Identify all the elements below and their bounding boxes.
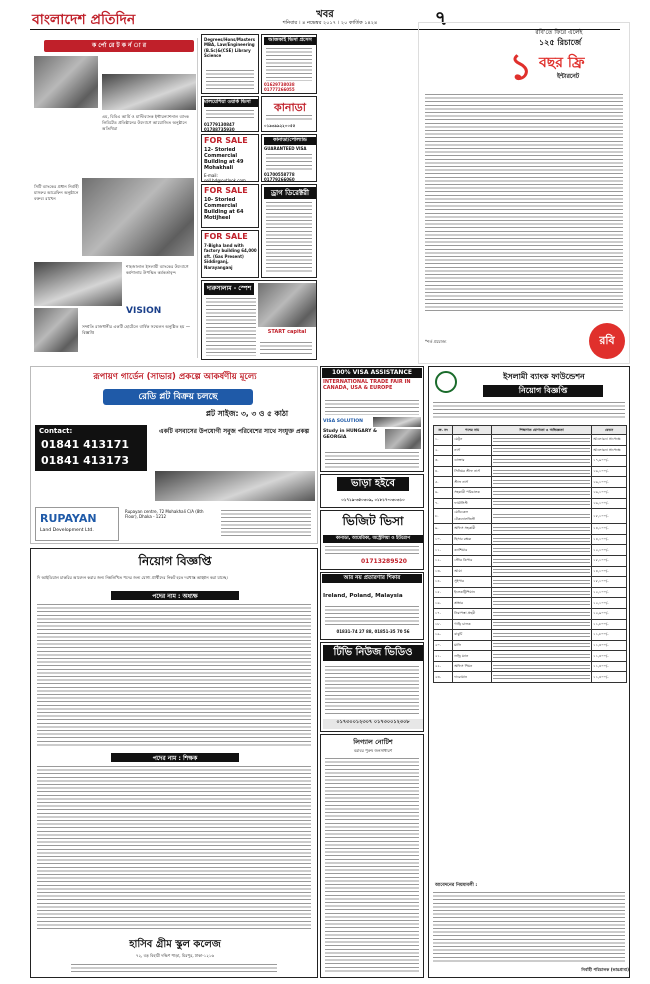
corporate-corner bbox=[30, 38, 198, 358]
robi-offer: ১২৫ রিচার্জে bbox=[538, 38, 582, 47]
ad-drug-directory[interactable]: ড্রাগ ডিরেক্টরী bbox=[261, 184, 317, 278]
table-row bbox=[434, 608, 627, 619]
row-salary: ১২,১০০/- bbox=[592, 587, 627, 598]
robi-logo[interactable] bbox=[589, 323, 625, 359]
table-row bbox=[434, 435, 627, 446]
row-requirements bbox=[491, 477, 591, 488]
ad-doctor[interactable]: দারুসালাম - স্পেশ START capital bbox=[201, 280, 317, 360]
rupayan-title: রূপায়ণ গার্ডেন (সাভার) প্রকল্পে আকর্ষণীয় মূল্যে bbox=[93, 372, 257, 382]
rupayan-phone-1[interactable]: 01841 413171 bbox=[41, 438, 130, 451]
table-row bbox=[434, 545, 627, 556]
row-requirements bbox=[491, 456, 591, 467]
table-row bbox=[434, 598, 627, 609]
table-row bbox=[434, 661, 627, 672]
row-requirements bbox=[491, 566, 591, 577]
row-salary: ১২,১০০/- bbox=[592, 598, 627, 609]
ad-visa-process[interactable]: আজকাই ভিসা প্রসেস 01629738038 01777266055 bbox=[261, 34, 317, 94]
row-salary: ১৬,১০০/- bbox=[592, 498, 627, 509]
bank-table bbox=[433, 425, 627, 683]
table-row bbox=[434, 672, 627, 683]
row-serial: ১০. bbox=[434, 534, 453, 545]
row-salary: আলোচনা সাপেক্ষে bbox=[592, 445, 627, 456]
vision-logo: VISION bbox=[126, 306, 162, 316]
row-serial: ১৫. bbox=[434, 587, 453, 598]
row-serial: ১. bbox=[434, 435, 453, 446]
rupayan-plot-size: প্লট সাইজ: ৩, ৩ ও ৫ কাঠা bbox=[205, 409, 289, 418]
row-requirements bbox=[491, 487, 591, 498]
row-salary: ১৮,১০০/- bbox=[592, 555, 627, 566]
row-serial: ২৩. bbox=[434, 672, 453, 683]
ad-sale-3[interactable]: FOR SALE 7-Bigha land with factory building 64,000 sft. (Gas Present) Siddirganj, Narayanganj bbox=[201, 230, 259, 278]
row-requirements bbox=[491, 598, 591, 609]
robi-footer: *শর্ত প্রযোজ্য bbox=[425, 339, 447, 344]
corporate-caption-4: সম্প্রতি রাজধানীর একটি হোটেলে বার্ষিক সম্মেলন অনুষ্ঠিত হয় — বিজ্ঞপ্তি bbox=[82, 324, 191, 335]
row-requirements bbox=[491, 619, 591, 630]
page-number: ৭ bbox=[434, 6, 448, 30]
row-post: অফিস পিয়ন bbox=[453, 661, 492, 672]
table-row bbox=[434, 466, 627, 477]
row-post: গাড়ি চালক bbox=[453, 619, 492, 630]
rupayan-address: Rupayan centre, 72 Mohakhali C/A (8th Floor), Dhaka - 1212 bbox=[125, 509, 204, 520]
table-row bbox=[434, 640, 627, 651]
legal-notice[interactable]: লিগ্যাল নোটিশ বরাবর পুরুষ জনসাধারণ bbox=[320, 734, 424, 978]
corporate-caption-2: সিটি ব্যাংকের প্রধান নির্বাহী মাসরুর আরেফিন অনুষ্ঠানে বক্তব্য রাখেন bbox=[34, 184, 79, 201]
row-serial: ১৯. bbox=[434, 630, 453, 641]
newspaper-logo[interactable]: বাংলাদেশ প্রতিদিন bbox=[32, 12, 136, 28]
mid-classifieds bbox=[200, 34, 318, 364]
row-salary: ১২,৯০০/- bbox=[592, 608, 627, 619]
row-salary: ১১,৪০০/- bbox=[592, 661, 627, 672]
row-serial: ৮. bbox=[434, 509, 453, 524]
row-salary: আলোচনা সাপেক্ষে bbox=[592, 435, 627, 446]
hasib-address: ৭২, বড় বিহারী দক্ষিণ পাড়া, মিরপুর, ঢাকা-১২১৬ bbox=[135, 953, 215, 958]
row-salary: ১১,৪০০/- bbox=[592, 640, 627, 651]
row-post: লন্ড্রি ম্যান bbox=[453, 651, 492, 662]
ad-canada-poland[interactable]: কানাডা/পোল্যান্ড GUARANTEED VISA 01700558778 01779266060 bbox=[261, 134, 317, 182]
row-salary: ১১,৪০০/- bbox=[592, 651, 627, 662]
table-row bbox=[434, 456, 627, 467]
robi-tagline: রবি'তে ফিরে এলেই bbox=[535, 29, 583, 36]
rupayan-ad[interactable] bbox=[30, 366, 318, 544]
row-salary: ১৭,৯০০/- bbox=[592, 456, 627, 467]
hasib-title: নিয়োগ বিজ্ঞপ্তি bbox=[138, 554, 212, 568]
row-serial: ১৩. bbox=[434, 566, 453, 577]
row-requirements bbox=[491, 651, 591, 662]
row-serial: ২২. bbox=[434, 661, 453, 672]
row-serial: ৫. bbox=[434, 477, 453, 488]
row-serial: ৯. bbox=[434, 524, 453, 535]
corporate-photo-5 bbox=[34, 308, 78, 352]
ad-tv-news[interactable]: টিভি নিউজ ভিডিও ০১৭৩০০১২৩০৭ ০১৭৩০০১২৩০৮ bbox=[320, 642, 424, 732]
row-serial: ১৬. bbox=[434, 598, 453, 609]
robi-ad[interactable] bbox=[418, 22, 630, 364]
row-salary: ১১,৮০০/- bbox=[592, 630, 627, 641]
row-post: মেডিকেল টেকনোলজিস্ট bbox=[453, 509, 492, 524]
row-requirements bbox=[491, 545, 591, 556]
row-post: স্টাফ নার্স bbox=[453, 477, 492, 488]
bank-table-wrap bbox=[433, 425, 627, 877]
row-salary: ১২,১০০/- bbox=[592, 545, 627, 556]
robi-logo-text: রবি bbox=[599, 334, 615, 347]
row-serial: ১১. bbox=[434, 545, 453, 556]
row-serial: ৪. bbox=[434, 466, 453, 477]
row-salary: ১৪,১০০/- bbox=[592, 534, 627, 545]
row-post: মেট্রন bbox=[453, 435, 492, 446]
row-post: ক্যাশিয়ার bbox=[453, 545, 492, 556]
row-serial: ১৭. bbox=[434, 608, 453, 619]
row-serial: ৭. bbox=[434, 498, 453, 509]
ad-doctor-photo bbox=[258, 283, 316, 327]
corporate-photo-4 bbox=[34, 262, 122, 306]
row-post: সুইপার bbox=[453, 577, 492, 588]
table-row bbox=[434, 577, 627, 588]
table-row bbox=[434, 630, 627, 641]
row-post: সহকারী পরিচালক bbox=[453, 487, 492, 498]
robi-big-sub: ইন্টারনেট bbox=[557, 73, 580, 80]
row-post: নিরাপত্তা প্রহরী bbox=[453, 608, 492, 619]
hasib-post-1: পদের নাম : অধ্যক্ষ bbox=[111, 591, 239, 600]
table-row bbox=[434, 509, 627, 524]
ad-sale-1[interactable]: FOR SALE 12- Storied Commercial Building at 49 Mohakhali E-mail: sell.bd@outlook.com bbox=[201, 134, 259, 182]
row-requirements bbox=[491, 435, 591, 446]
row-requirements bbox=[491, 466, 591, 477]
corporate-photo-3 bbox=[82, 178, 194, 256]
ad-malaysia[interactable]: মালয়েশিয়া ওয়ার্ক ভিসা 01779130847 01788735930 bbox=[201, 96, 259, 132]
row-post: দারোয়ান bbox=[453, 672, 492, 683]
row-post: নার্স bbox=[453, 445, 492, 456]
row-serial: ২১. bbox=[434, 651, 453, 662]
row-post: আয়া bbox=[453, 566, 492, 577]
corporate-photo-2 bbox=[102, 74, 196, 110]
table-row bbox=[434, 524, 627, 535]
row-requirements bbox=[491, 608, 591, 619]
row-requirements bbox=[491, 672, 591, 683]
row-post: ফার্মাসিস্ট bbox=[453, 498, 492, 509]
dateline: শনিবার । ৪ নভেম্বর ২০১৭ । ২০ কার্তিক ১৪২৪ bbox=[282, 20, 378, 26]
table-row bbox=[434, 534, 627, 545]
row-post: হিসাব রক্ষক bbox=[453, 534, 492, 545]
table-row bbox=[434, 555, 627, 566]
row-serial: ১৪. bbox=[434, 577, 453, 588]
row-post: ডাক্তার bbox=[453, 456, 492, 467]
row-requirements bbox=[491, 587, 591, 598]
robi-big-number: ১ bbox=[509, 47, 533, 88]
table-row bbox=[434, 587, 627, 598]
row-post: সিনিয়র স্টাফ নার্স bbox=[453, 466, 492, 477]
row-salary: ১৬,১০০/- bbox=[592, 466, 627, 477]
ad-visa-assistance[interactable]: 100% VISA ASSISTANCE INTERNATIONAL TRADE FAIR IN CANADA, USA & EUROPE VISA SOLUTION Study in HUNGARY & GEORGIA bbox=[320, 366, 424, 472]
row-salary: ১৬,১০০/- bbox=[592, 487, 627, 498]
row-post: ইলেকট্রিশিয়ান bbox=[453, 587, 492, 598]
ad-degrees[interactable]: Degrees/Hons/Masters MBA, Law/Engineering (B.Sc)&(CSE) Library Science bbox=[201, 34, 259, 94]
row-salary: ১৮,১০০/- bbox=[592, 577, 627, 588]
row-salary: ১১,৪০০/- bbox=[592, 672, 627, 683]
row-serial: ৬. bbox=[434, 487, 453, 498]
bank-recruitment[interactable] bbox=[428, 366, 630, 978]
bank-logo-text: ইসলামী ব্যাংক ফাউন্ডেশন bbox=[503, 372, 585, 381]
row-requirements bbox=[491, 661, 591, 672]
ad-canada[interactable]: কানাডা ০১৯৩৯৯২২০০৫৫ bbox=[261, 96, 317, 132]
row-post: স্টোর কিপার bbox=[453, 555, 492, 566]
row-salary: ১৪,১০০/- bbox=[592, 524, 627, 535]
table-row bbox=[434, 445, 627, 456]
section-label: খবর bbox=[316, 9, 334, 20]
row-requirements bbox=[491, 534, 591, 545]
row-requirements bbox=[491, 555, 591, 566]
table-row bbox=[434, 487, 627, 498]
ad-visit-visa[interactable]: ভিজিট ভিসা কানাডা, আমেরিকা, অস্ট্রেলিয়া ও ইউরোপ 01713289520 bbox=[320, 510, 424, 570]
bank-logo-emblem bbox=[435, 371, 457, 393]
rupayan-tagline: একটি বসবাসের উপযোগী সবুজ পরিবেশের সাথে সংযুক্ত প্রকল্প bbox=[159, 428, 309, 435]
table-row bbox=[434, 566, 627, 577]
bank-table-header: ক্র. নং পদের নাম শিক্ষাগত যোগ্যতা ও অভিজ্ঞতা বেতন bbox=[434, 426, 627, 435]
bank-signature: নির্বাহী পরিচালক (ভারপ্রাপ্ত) bbox=[581, 967, 629, 972]
rupayan-phone-2[interactable]: 01841 413173 bbox=[41, 454, 130, 467]
ad-rent[interactable]: ভাড়া হইবে ০১৭১৯-৩৫০৩০৯, ০১৮১৭-০৩০৩১০ bbox=[320, 474, 424, 508]
row-requirements bbox=[491, 577, 591, 588]
hasib-post-2: পদের নাম : শিক্ষক bbox=[111, 753, 239, 762]
row-requirements bbox=[491, 640, 591, 651]
row-serial: ২. bbox=[434, 445, 453, 456]
ad-sale-2[interactable]: FOR SALE 10- Storied Commercial Building at 64 Motijheel bbox=[201, 184, 259, 228]
row-requirements bbox=[491, 630, 591, 641]
row-salary: ১৮,১০০/- bbox=[592, 509, 627, 524]
row-serial: ২০. bbox=[434, 640, 453, 651]
row-salary: ১৪,১০০/- bbox=[592, 566, 627, 577]
row-requirements bbox=[491, 498, 591, 509]
row-requirements bbox=[491, 509, 591, 524]
row-serial: ১৮. bbox=[434, 619, 453, 630]
rupayan-photo bbox=[155, 471, 315, 501]
row-serial: ৩. bbox=[434, 456, 453, 467]
row-post: মালি bbox=[453, 640, 492, 651]
row-serial: ১২. bbox=[434, 555, 453, 566]
rupayan-contact-box: Contact: 01841 413171 01841 413173 bbox=[35, 425, 147, 471]
corporate-header: ক র্পো রে ট ক র্ন া র bbox=[44, 40, 194, 52]
rupayan-logo: RUPAYAN Land Development Ltd. bbox=[35, 507, 119, 541]
row-requirements bbox=[491, 524, 591, 535]
hasib-intro: দি আইডিয়াল চাকরির আবেদন করার জন্য নিম্নলিখিত পদের জন্য যোগ্য প্রার্থীদের নিকট হতে দরখাস্ত আহ্বান করা যাচ্ছে। bbox=[37, 575, 228, 580]
hasib-school-name: হাসিব গ্রীম স্কুল কলেজ bbox=[129, 939, 221, 950]
table-row bbox=[434, 477, 627, 488]
ad-new-zealand[interactable]: আর নয় প্রতারণার শিকার Ireland, Poland, Malaysia 01831-74 27 88, 01851-35 70 56 bbox=[320, 572, 424, 640]
table-row bbox=[434, 498, 627, 509]
bank-footer-note: আবেদনের নিয়মাবলী : bbox=[435, 883, 478, 888]
row-salary: ১৬,১০০/- bbox=[592, 477, 627, 488]
table-row bbox=[434, 619, 627, 630]
row-requirements bbox=[491, 445, 591, 456]
bank-title: নিয়োগ বিজ্ঞপ্তি bbox=[483, 385, 603, 397]
robi-big-text: বছর ফ্রি bbox=[539, 55, 585, 71]
row-post: প্লাম্বার bbox=[453, 598, 492, 609]
table-row bbox=[434, 651, 627, 662]
corporate-caption-1: এম, বিবিএ আর্মি ও মাল্টিব্যাংক ইন্টারন্যাশনাল ব্যাংক লিমিটেড প্রতিষ্ঠানের উদ্যোগে আয়োজিত অনুষ্ঠানে অতিথিরা bbox=[102, 114, 189, 131]
row-post: অফিস সহকারী bbox=[453, 524, 492, 535]
corporate-caption-3: শাহজালাল ইসলামী ব্যাংকের উদ্যোগে কর্মশালায় উপস্থিত কর্মকর্তাবৃন্দ bbox=[126, 264, 189, 275]
corporate-photo-1 bbox=[34, 56, 98, 108]
row-salary: ১১,৮০০/- bbox=[592, 619, 627, 630]
rupayan-ready: রেডি প্লট বিক্রয় চলছে bbox=[103, 389, 253, 405]
visa-column bbox=[320, 366, 424, 978]
row-post: বাবুর্চি bbox=[453, 630, 492, 641]
hasib-recruitment[interactable] bbox=[30, 548, 318, 978]
